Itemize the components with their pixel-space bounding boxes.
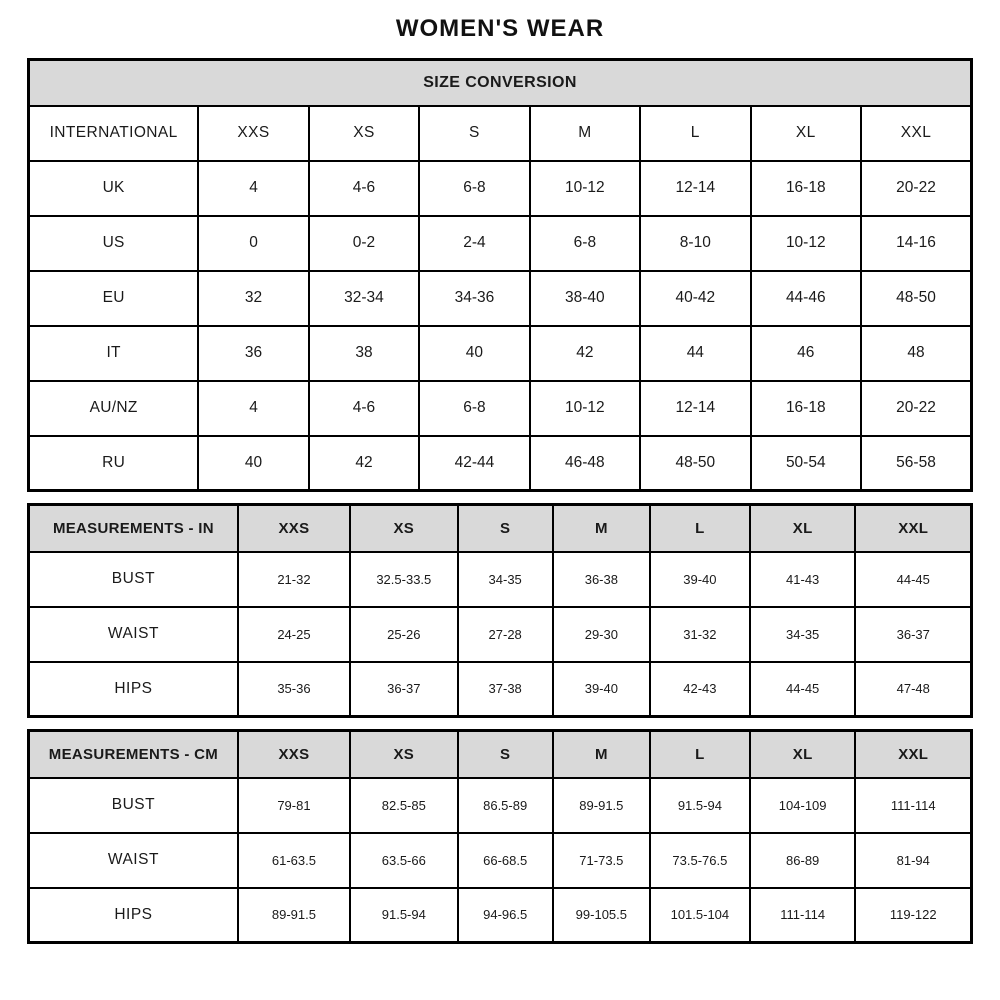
column-header: XS [309, 106, 419, 161]
size-cell: 44-46 [751, 271, 861, 326]
size-cell: 119-122 [855, 888, 971, 943]
table-banner: SIZE CONVERSION [29, 60, 972, 106]
size-cell: 44-45 [855, 552, 971, 607]
size-cell: 86-89 [750, 833, 856, 888]
table-row [29, 216, 972, 271]
column-header-row [29, 505, 972, 552]
size-cell: 36-38 [553, 552, 650, 607]
size-cell: 27-28 [458, 607, 553, 662]
size-cell: 40 [198, 436, 308, 491]
size-cell: 91.5-94 [350, 888, 458, 943]
corner-header: MEASUREMENTS - IN [29, 505, 238, 552]
column-header: S [419, 106, 529, 161]
size-cell: 36-37 [350, 662, 458, 717]
size-cell: 34-36 [419, 271, 529, 326]
size-cell: 48-50 [640, 436, 750, 491]
row-label: HIPS [29, 662, 238, 717]
size-cell: 94-96.5 [458, 888, 553, 943]
size-cell: 40-42 [640, 271, 750, 326]
size-cell: 101.5-104 [650, 888, 750, 943]
column-header: L [650, 505, 750, 552]
row-label: BUST [29, 778, 238, 833]
size-cell: 24-25 [238, 607, 350, 662]
row-label: EU [29, 271, 199, 326]
size-cell: 47-48 [855, 662, 971, 717]
size-cell: 31-32 [650, 607, 750, 662]
corner-header: MEASUREMENTS - CM [29, 731, 238, 778]
table-row [29, 326, 972, 381]
size-cell: 2-4 [419, 216, 529, 271]
column-header: XXL [855, 505, 971, 552]
size-cell: 35-36 [238, 662, 350, 717]
column-header-row [29, 106, 972, 161]
row-label: RU [29, 436, 199, 491]
size-cell: 42-43 [650, 662, 750, 717]
size-cell: 6-8 [419, 161, 529, 216]
size-cell: 0-2 [309, 216, 419, 271]
size-cell: 91.5-94 [650, 778, 750, 833]
size-cell: 14-16 [861, 216, 972, 271]
size-cell: 111-114 [855, 778, 971, 833]
column-header: M [553, 505, 650, 552]
row-label: BUST [29, 552, 238, 607]
column-header: M [553, 731, 650, 778]
size-cell: 10-12 [751, 216, 861, 271]
size-cell: 37-38 [458, 662, 553, 717]
table-row [29, 662, 972, 717]
size-cell: 25-26 [350, 607, 458, 662]
size-cell: 0 [198, 216, 308, 271]
size-cell: 4 [198, 161, 308, 216]
row-label: WAIST [29, 607, 238, 662]
size-cell: 48 [861, 326, 972, 381]
table-row [29, 161, 972, 216]
size-cell: 16-18 [751, 381, 861, 436]
measurements-cm-table [27, 729, 973, 944]
size-cell: 48-50 [861, 271, 972, 326]
size-cell: 82.5-85 [350, 778, 458, 833]
size-cell: 16-18 [751, 161, 861, 216]
size-cell: 39-40 [553, 662, 650, 717]
row-label: UK [29, 161, 199, 216]
size-cell: 38-40 [530, 271, 640, 326]
size-cell: 12-14 [640, 161, 750, 216]
size-cell: 111-114 [750, 888, 856, 943]
size-cell: 34-35 [458, 552, 553, 607]
size-cell: 10-12 [530, 161, 640, 216]
corner-header: INTERNATIONAL [29, 106, 199, 161]
table-row [29, 381, 972, 436]
row-label: IT [29, 326, 199, 381]
size-cell: 99-105.5 [553, 888, 650, 943]
size-cell: 32 [198, 271, 308, 326]
size-cell: 89-91.5 [553, 778, 650, 833]
column-header: XXS [238, 731, 350, 778]
column-header: XXS [238, 505, 350, 552]
size-cell: 6-8 [530, 216, 640, 271]
size-cell: 29-30 [553, 607, 650, 662]
size-cell: 36 [198, 326, 308, 381]
size-cell: 71-73.5 [553, 833, 650, 888]
page-title: WOMEN'S WEAR [395, 15, 605, 42]
column-header-row [29, 731, 972, 778]
size-conversion-table [27, 58, 973, 492]
size-cell: 4-6 [309, 161, 419, 216]
size-cell: 50-54 [751, 436, 861, 491]
size-cell: 4 [198, 381, 308, 436]
table-row [29, 778, 972, 833]
size-cell: 36-37 [855, 607, 971, 662]
size-cell: 34-35 [750, 607, 856, 662]
size-cell: 42 [309, 436, 419, 491]
column-header: L [650, 731, 750, 778]
column-header: S [458, 731, 553, 778]
size-cell: 21-32 [238, 552, 350, 607]
table-banner-row [29, 60, 972, 106]
size-cell: 12-14 [640, 381, 750, 436]
table-row [29, 436, 972, 491]
column-header: XS [350, 505, 458, 552]
table-row [29, 552, 972, 607]
column-header: S [458, 505, 553, 552]
size-cell: 10-12 [530, 381, 640, 436]
size-cell: 39-40 [650, 552, 750, 607]
row-label: AU/NZ [29, 381, 199, 436]
size-cell: 32.5-33.5 [350, 552, 458, 607]
column-header: XL [750, 505, 856, 552]
table-row [29, 833, 972, 888]
column-header: XXS [198, 106, 308, 161]
column-header: M [530, 106, 640, 161]
size-cell: 38 [309, 326, 419, 381]
size-cell: 104-109 [750, 778, 856, 833]
column-header: L [640, 106, 750, 161]
measurements-in-table [27, 503, 973, 718]
size-cell: 4-6 [309, 381, 419, 436]
row-label: HIPS [29, 888, 238, 943]
column-header: XXL [861, 106, 972, 161]
size-cell: 8-10 [640, 216, 750, 271]
size-cell: 42-44 [419, 436, 529, 491]
size-cell: 42 [530, 326, 640, 381]
row-label: WAIST [29, 833, 238, 888]
size-cell: 6-8 [419, 381, 529, 436]
size-cell: 79-81 [238, 778, 350, 833]
table-row [29, 888, 972, 943]
column-header: XL [750, 731, 856, 778]
size-cell: 81-94 [855, 833, 971, 888]
size-cell: 20-22 [861, 161, 972, 216]
column-header: XXL [855, 731, 971, 778]
size-cell: 46 [751, 326, 861, 381]
size-cell: 46-48 [530, 436, 640, 491]
size-cell: 44 [640, 326, 750, 381]
size-cell: 32-34 [309, 271, 419, 326]
size-cell: 56-58 [861, 436, 972, 491]
column-header: XL [751, 106, 861, 161]
size-cell: 86.5-89 [458, 778, 553, 833]
size-cell: 73.5-76.5 [650, 833, 750, 888]
column-header: XS [350, 731, 458, 778]
table-row [29, 271, 972, 326]
size-cell: 44-45 [750, 662, 856, 717]
size-cell: 63.5-66 [350, 833, 458, 888]
size-cell: 41-43 [750, 552, 856, 607]
size-cell: 89-91.5 [238, 888, 350, 943]
size-cell: 40 [419, 326, 529, 381]
row-label: US [29, 216, 199, 271]
table-row [29, 607, 972, 662]
size-cell: 66-68.5 [458, 833, 553, 888]
size-cell: 20-22 [861, 381, 972, 436]
size-cell: 61-63.5 [238, 833, 350, 888]
